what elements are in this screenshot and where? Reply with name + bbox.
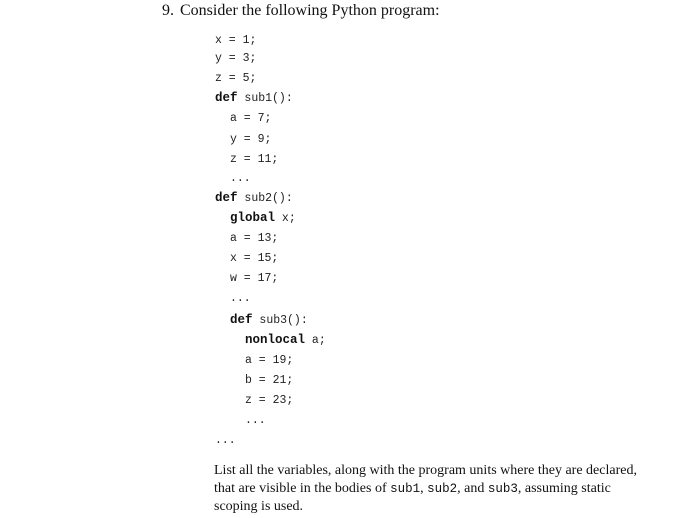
code-ellipsis-1: ... — [230, 172, 251, 185]
code-line-def-sub2 — [215, 191, 293, 205]
code-line-5: a = 7; — [230, 112, 272, 125]
code-line-6: y = 9; — [230, 133, 272, 146]
code-ellipsis-3: ... — [245, 414, 266, 427]
sub1-signature: sub1(): — [237, 92, 293, 105]
global-target: x; — [275, 212, 296, 225]
keyword-def: def — [230, 313, 253, 327]
code-line-7: z = 11; — [230, 153, 279, 166]
keyword-nonlocal: nonlocal — [245, 333, 306, 347]
code-line-17: a = 19; — [245, 354, 294, 367]
name-sub1: sub1 — [390, 482, 421, 496]
code-line-def-sub3 — [230, 313, 308, 327]
keyword-global: global — [230, 211, 276, 225]
code-line-3: z = 5; — [215, 72, 257, 85]
name-sub2: sub2 — [427, 482, 458, 496]
sub2-signature: sub2(): — [237, 192, 293, 205]
keyword-def: def — [215, 91, 238, 105]
keyword-def: def — [215, 191, 238, 205]
paragraph-text: , assuming static scoping is used. — [214, 481, 611, 514]
paragraph-text: List all the variables, along with the program units where they are declared, that are visible in the bodies of — [214, 463, 637, 496]
code-ellipsis-2: ... — [230, 292, 251, 305]
code-ellipsis-4: ... — [215, 434, 236, 447]
code-line-nonlocal — [245, 333, 326, 347]
code-line-global — [230, 211, 296, 225]
name-sub3: sub3 — [487, 482, 518, 496]
question-prompt: Consider the following Python program: — [180, 2, 440, 19]
paragraph-text: , and — [457, 481, 488, 496]
question-paragraph — [214, 462, 654, 516]
code-line-1: x = 1; — [215, 34, 257, 47]
paragraph-text: , — [420, 481, 428, 496]
code-line-def-sub1 — [215, 91, 293, 105]
code-line-18: b = 21; — [245, 374, 294, 387]
code-line-13: w = 17; — [230, 272, 279, 285]
code-line-19: z = 23; — [245, 394, 294, 407]
code-line-11: a = 13; — [230, 232, 279, 245]
code-line-2: y = 3; — [215, 52, 257, 65]
nonlocal-target: a; — [305, 334, 326, 347]
question-heading — [162, 2, 440, 20]
question-number: 9. — [162, 2, 174, 19]
code-line-12: x = 15; — [230, 252, 279, 265]
sub3-signature: sub3(): — [252, 314, 308, 327]
